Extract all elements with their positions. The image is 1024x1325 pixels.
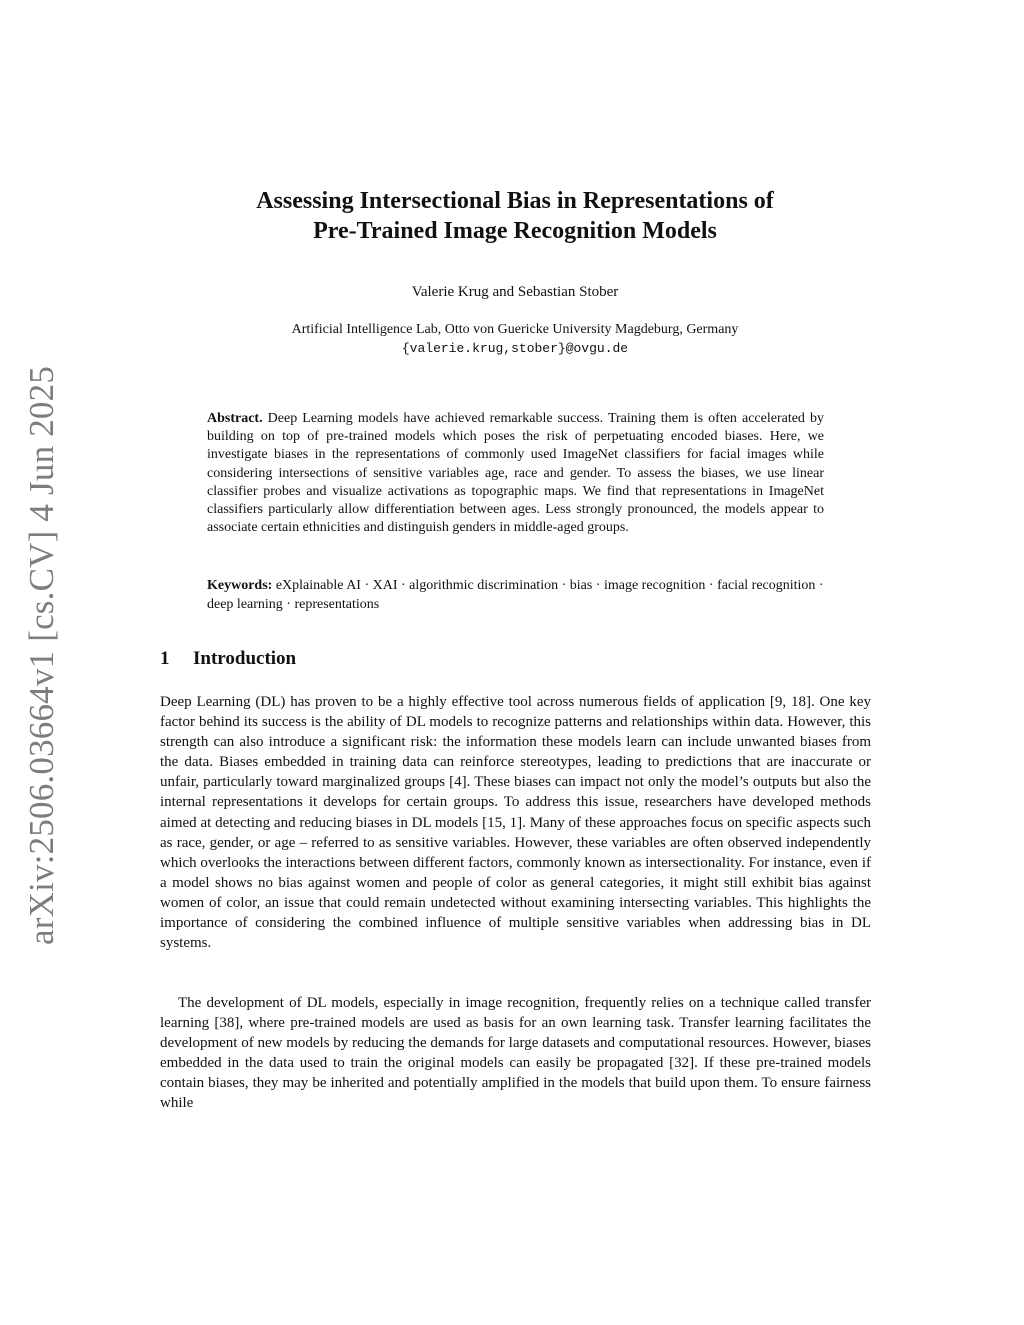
paper-title	[150, 186, 880, 246]
title-line-1: Assessing Intersectional Bias in Representations of	[256, 188, 774, 214]
body-paragraph-1: Deep Learning (DL) has proven to be a highly effective tool across numerous fields of application [9, 18]. One key factor behind its success is the ability of DL models to recognize patterns and relationships within data. However, this strength can also introduce a significant risk: the information these models learn can include unwanted biases from the data. Biases embedded in training data can reinforce stereotypes, leading to predictions that are inaccurate or unfair, particularly toward marginalized groups [4]. These biases can impact not only the model’s outputs but also the internal representations it develops for certain groups. To address this issue, researchers have developed methods aimed at detecting and reducing biases in DL models [15, 1]. Many of these approaches focus on specific aspects such as race, gender, or age – referred to as sensitive variables. However, these variables are often observed independently which overlooks the interactions between different factors, commonly known as intersectionality. For instance, even if a model shows no bias against women and people of color as general categories, it might still exhibit bias against women of color, an issue that could remain undetected without examining intersecting variables. This highlights the importance of considering the combined influence of multiple sensitive variables when addressing bias in DL systems.	[160, 694, 871, 952]
authors: Valerie Krug and Sebastian Stober	[411, 284, 619, 300]
section-number: 1	[160, 648, 170, 669]
author-emails: {valerie.krug,stober}@ovgu.de	[401, 341, 629, 356]
abstract	[207, 410, 824, 537]
section-title: Introduction	[193, 648, 297, 669]
section-heading	[160, 648, 296, 670]
body-paragraph-2: The development of DL models, especially in image recognition, frequently relies on a technique called transfer learning [38], where pre-trained models are used as basis for an own learning task. Transfer learning facilitates the development of new models by reducing the demands for large datasets and computational resources. However, biases embedded in the data used to train the original models can easily be propagated [32]. If these pre-trained models contain biases, they may be inherited and potentially amplified in the models that build upon them. To ensure fairness while	[160, 995, 871, 1112]
keywords	[207, 576, 824, 614]
keywords-text: eXplainable AI · XAI · algorithmic discrimination · bias · image recognition · facial recognition · deep learning · representations	[207, 578, 824, 612]
affiliation-block	[200, 320, 830, 358]
keywords-label: Keywords:	[207, 578, 273, 593]
abstract-text: Deep Learning models have achieved remarkable success. Training them is often accelerated by building on top of pre-trained models which poses the risk of perpetuating encoded biases. Here, we investigate biases in the representations of commonly used ImageNet classifiers for facial images while considering intersections of sensitive variables age, race and gender. To assess the biases, we use linear classifier probes and visualize activations as topographic maps. We find that representations in ImageNet classifiers particularly allow differentiation between ages. Less strongly pronounced, the models appear to associate certain ethnicities and distinguish genders in middle-aged groups.	[207, 411, 824, 536]
arxiv-side-stamp: arXiv:2506.03664v1 [cs.CV] 4 Jun 2025	[22, 365, 61, 945]
abstract-label: Abstract.	[207, 411, 263, 426]
affiliation: Artificial Intelligence Lab, Otto von Guericke University Magdeburg, Germany	[291, 322, 739, 337]
title-line-2: Pre-Trained Image Recognition Models	[313, 218, 717, 244]
